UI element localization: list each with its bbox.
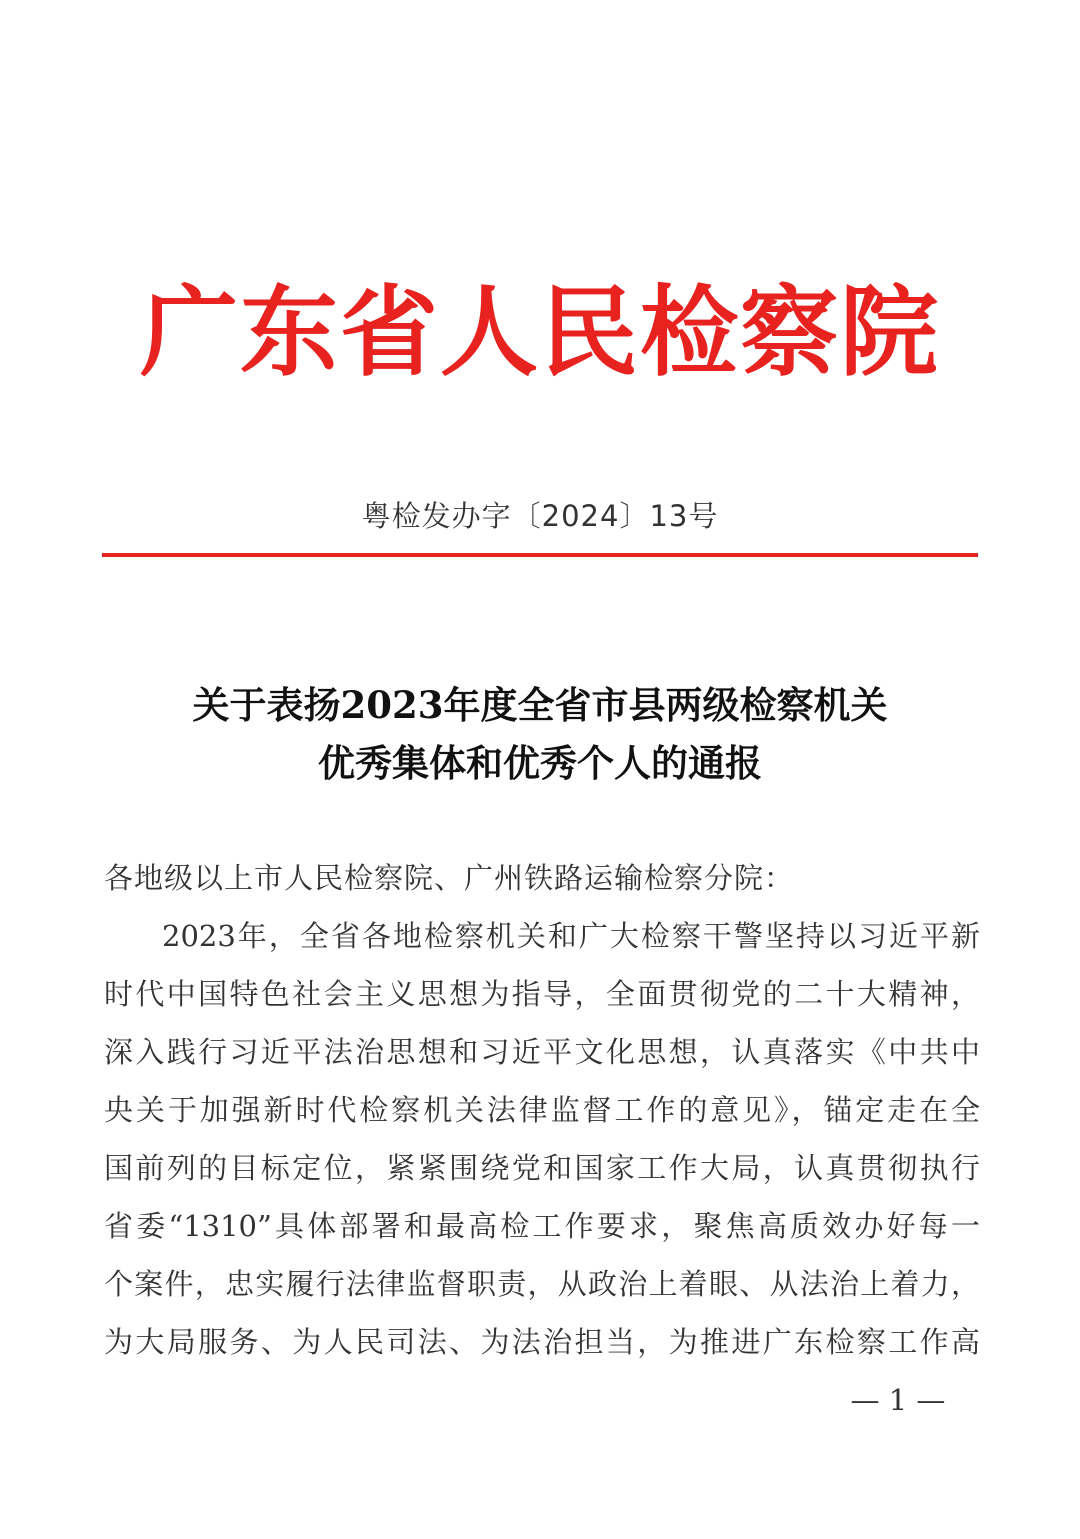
body-line: 央关于加强新时代检察机关法律监督工作的意见》，锚定走在全 xyxy=(104,1093,980,1127)
page-number: — 1 — xyxy=(850,1383,946,1417)
body-line: 省委“1310”具体部署和最高检工作要求，聚焦高质效办好每一 xyxy=(104,1209,980,1243)
salutation: 各地级以上市人民检察院、广州铁路运输检察分院： xyxy=(104,861,795,895)
body-line: 国前列的目标定位，紧紧围绕党和国家工作大局，认真贯彻执行 xyxy=(104,1151,980,1185)
body-line: 个案件，忠实履行法律监督职责，从政治上着眼、从法治上着力， xyxy=(104,1267,980,1301)
document-title-line-1: 关于表扬2023年度全省市县两级检察机关 xyxy=(192,683,888,727)
document-title-line-2: 优秀集体和优秀个人的通报 xyxy=(318,741,762,785)
body-line: 为大局服务、为人民司法、为法治担当，为推进广东检察工作高 xyxy=(104,1325,980,1359)
body-paragraph xyxy=(104,907,980,1371)
document-title xyxy=(100,676,980,792)
body-line: 深入践行习近平法治思想和习近平文化思想，认真落实《中共中 xyxy=(104,1035,980,1069)
issuing-organization-header: 广东省人民检察院 xyxy=(139,275,940,390)
red-divider-line xyxy=(102,553,978,557)
document-number: 粤检发办字〔2024〕13号 xyxy=(361,499,719,533)
body-line: 2023年，全省各地检察机关和广大检察干警坚持以习近平新 xyxy=(162,919,980,953)
body-line: 时代中国特色社会主义思想为指导，全面贯彻党的二十大精神， xyxy=(104,977,980,1011)
